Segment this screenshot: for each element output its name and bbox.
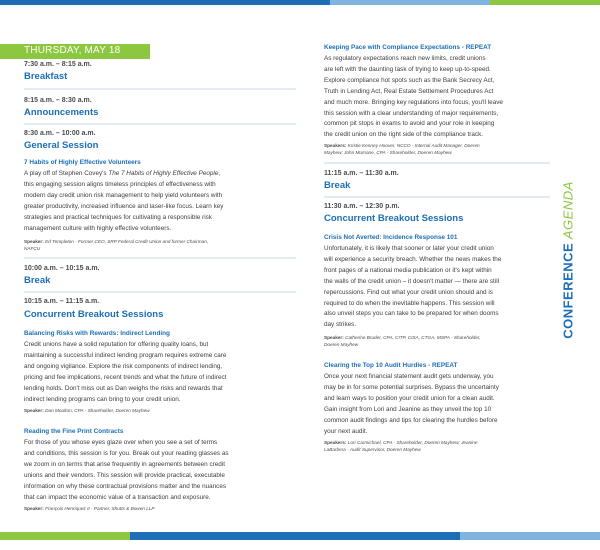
text-line: lending holds. Don't miss out as Dan weighs the risks and rewards that [24, 384, 223, 392]
book-title: The 7 Habits of Highly Effective People [108, 170, 219, 177]
session-description-compliance [324, 54, 550, 141]
text-line: common audit findings and tips for clearing the hurdles before [324, 416, 498, 424]
general-session-subtitle: 7 Habits of Highly Effective Volunteers [24, 159, 141, 166]
divider [24, 88, 296, 90]
session-speaker-compliance: Speakers: Kristie Kenney Hoover, NCCO - Internal Audit Manager, Doeren Mayhew; John Mumane, CPA - Shareholder, Doeren Mayhew [324, 143, 480, 155]
text-line: also unveil steps you can take to be prepared for when dooms [324, 310, 499, 318]
breakfast-time: 7:30 a.m. – 8:15 a.m. [24, 61, 92, 68]
divider [24, 291, 296, 293]
general-session-time: 8:30 a.m. – 10:00 a.m. [24, 130, 96, 137]
text-line: Unfortunately, it is likely that sooner or later your credit union [324, 245, 494, 252]
text-line: maintaining a successful indirect lending program requires extreme care [24, 351, 227, 359]
divider [24, 123, 296, 125]
text-line: Gain insight from Lori and Jeanine as they unveil the top 10 [324, 405, 492, 413]
day-banner [0, 44, 150, 59]
text-line: common pit stops in exams to avoid and your role in keeping [324, 120, 495, 128]
bottom-color-band [0, 532, 600, 540]
divider [24, 257, 296, 259]
side-tab-word-agenda: AGENDA [560, 181, 576, 240]
session-speaker-audit-hurdles: Speakers: Lori Carmichael, CPA - Shareholder, Doeren Mayhew; Jeanine LaBarbera - Audit Supervisor, Doeren Mayhew [324, 440, 478, 452]
session-description-audit-hurdles [324, 372, 550, 437]
session-speaker-fine-print: Speaker: François Henriquez II - Partner, Shutts & Bowen LLP [24, 506, 155, 511]
text-line: this session with a clear understanding of major requirements, [324, 109, 499, 117]
text-line: will experience a security breach. Whether the news makes the [324, 255, 502, 263]
break-time: 10:00 a.m. – 10:15 a.m. [24, 265, 100, 272]
text-line: pricing and fee implications, recent trends and what the future of indirect [24, 373, 227, 381]
general-session-title: General Session [24, 140, 99, 151]
text-line: Once your next financial statement audit gets underway, you [324, 373, 494, 380]
top-color-band [0, 0, 600, 5]
text-line: are left with the daunting task of trying to keep up-to-speed. [324, 65, 491, 73]
general-session-speaker: Speaker: Ed Templeton - Former CEO, SRP Federal Credit Union and former Chairman, NAFCU [24, 239, 209, 251]
session-title-indirect-lending: Balancing Risks with Rewards: Indirect Lending [24, 330, 170, 337]
session-speaker-indirect-lending: Speaker: Dan Moulton, CPA - Shareholder, Doeren Mayhew [24, 408, 150, 413]
conference-agenda-tab [559, 160, 577, 360]
divider [324, 196, 550, 198]
breakfast-title: Breakfast [24, 71, 68, 82]
break-time: 11:15 a.m. – 11:30 a.m. [324, 170, 399, 177]
text-line: greater productivity, increased influence and laser-like focus. Learn key [24, 202, 224, 210]
session-title-fine-print: Reading the Fine Print Contracts [24, 428, 124, 435]
text-line: may be in for some potential surprises. Bypass the uncertainty [324, 383, 499, 391]
text-line: For those of you whose eyes glaze over when you see a set of terms [24, 439, 218, 446]
text-line: strategies and practical techniques for cultivating a responsible risk [24, 213, 212, 221]
text-line: the credit union on the right side of the compliance track. [324, 131, 484, 139]
text-line: As regulatory expectations reach new limits, credit unions [324, 55, 486, 62]
text-line: A play off of Stephen Covey's The 7 Habits of Highly Effective People, [24, 170, 221, 177]
text-line: Truth in Lending Act, Real Estate Settlement Procedures Act [324, 87, 494, 95]
text-line: indirect lending programs can bring to your credit union. [24, 395, 181, 403]
announcements-time: 8:15 a.m. – 8:30 a.m. [24, 97, 92, 104]
day-label: THURSDAY, MAY 18 [24, 45, 121, 56]
session-title-audit-hurdles: Clearing the Top 10 Audit Hurdles - REPEAT [324, 362, 458, 369]
text-line: and conditions, this session is for you. Break out your reading glasses as [24, 449, 229, 457]
break-title: Break [24, 275, 51, 286]
session-description-incidence-response [324, 244, 550, 331]
text-line: the walls of the credit union – it doesn't matter — there are still [324, 277, 500, 285]
concurrent-sessions-title: Concurrent Breakout Sessions [24, 309, 164, 320]
text-line: repercussions. Find out what your credit union should and is [324, 288, 493, 296]
text-line: information on why these contractual provisions matter and the nuances [24, 482, 227, 490]
text-line: unions and their vendors. This session will provide practical, executable [24, 471, 225, 479]
text-line: and learn ways to position your credit union for a clean audit. [324, 394, 495, 402]
text-line: required to do when the inevitable happens. This session will [324, 299, 495, 307]
text-line: we zoom in on terms that arise frequently in agreements between credit [24, 460, 225, 468]
text-line: that can impact the economic value of a transaction and exposure. [24, 493, 211, 501]
session-title-incidence-response: Crisis Not Averted: Incidence Response 101 [324, 234, 458, 241]
side-tab-word-conference: CONFERENCE [560, 242, 576, 339]
text-line: Credit unions have a solid reputation for offering quality loans, but [24, 341, 209, 348]
session-description-indirect-lending [24, 340, 296, 405]
text-line: modern day credit union risk management to help yield volunteers with [24, 191, 223, 199]
session-description-fine-print [24, 438, 296, 503]
text-line: management culture with highly effective volunteers. [24, 224, 172, 232]
text-line: front pages of a national media publication or it's kept within [324, 266, 492, 274]
concurrent-sessions-time: 11:30 a.m. – 12:30 p.m. [324, 203, 400, 210]
text-line: Explore compliance hot spots such as the Bank Secrecy Act, [324, 76, 495, 84]
announcements-title: Announcements [24, 107, 99, 118]
concurrent-sessions-time: 10:15 a.m. – 11:15 a.m. [24, 298, 100, 305]
session-speaker-incidence-response: Speaker: Catherine Bruder, CPA, CITP, CISA, CTGA, MSPA - Shareholder, Doeren Mayhew [324, 335, 481, 347]
divider [324, 162, 550, 164]
text-line: and much more. Bringing key regulations into focus, you'll leave [324, 98, 503, 106]
text-line: your next audit. [324, 427, 368, 435]
session-title-compliance: Keeping Pace with Compliance Expectations - REPEAT [324, 44, 492, 51]
general-session-description [24, 169, 296, 234]
text-line: this engaging session aligns timeless principles of effectiveness with [24, 180, 216, 188]
text-line: and ongoing vigilance. Explore the risk components of indirect lending, [24, 362, 223, 370]
break-title: Break [324, 180, 351, 191]
text-line: day strikes. [324, 321, 357, 329]
concurrent-sessions-title: Concurrent Breakout Sessions [324, 213, 464, 224]
